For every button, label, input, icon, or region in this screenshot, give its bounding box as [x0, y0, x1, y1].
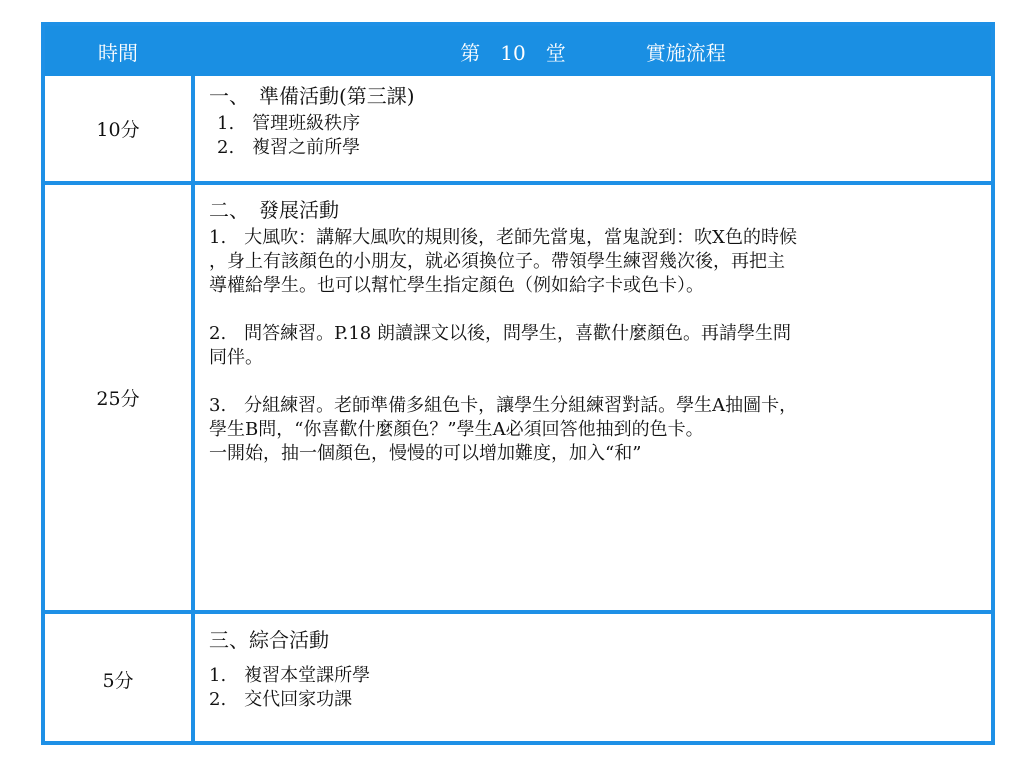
row-2-line-4: 2. 問答練習。P.18 朗讀課文以後，問學生，喜歡什麼顏色。再請學生問: [209, 323, 791, 344]
row-3-line-2: 2. 交代回家功課: [209, 689, 353, 710]
row-3-time: 5分: [102, 670, 134, 692]
row-3-content: [209, 628, 979, 712]
row-2-line-5: 同伴。: [209, 347, 263, 368]
table-header: [45, 26, 991, 76]
row-1-line-1: 1. 管理班級秩序: [217, 113, 361, 134]
row-2-line-3: 導權給學生。也可以幫忙學生指定顏色（例如給字卡或色卡）。: [209, 275, 704, 296]
row-1-line-2: 2. 複習之前所學: [217, 137, 361, 158]
header-time-label: 時間: [98, 40, 138, 65]
row-1-content: [209, 84, 979, 160]
row-1-title: 一、 準備活動(第三課): [209, 84, 415, 108]
row-2-title: 二、 發展活動: [209, 198, 339, 222]
column-divider: [191, 76, 195, 745]
row-2-content: [209, 198, 979, 466]
row-2-line-6: 3. 分組練習。老師準備多組色卡，讓學生分組練習對話。學生A抽圖卡，: [209, 395, 798, 416]
header-title: 第 10 堂 實施流程: [460, 40, 726, 65]
row-1-time: 10分: [96, 119, 140, 141]
row-3-title: 三、綜合活動: [209, 628, 329, 652]
row-2-line-2: ，身上有該顏色的小朋友，就必須換位子。帶領學生練習幾次後，再把主: [209, 251, 785, 272]
row-2-time: 25分: [96, 388, 140, 410]
row-2-line-7: 學生B問，“你喜歡什麼顏色？”學生A必須回答他抽到的色卡。: [209, 419, 704, 440]
lesson-plan-table: [41, 22, 995, 745]
row-3-line-1: 1. 複習本堂課所學: [209, 665, 371, 686]
row-2-line-8: 一開始，抽一個顏色，慢慢的可以增加難度，加入“和”: [209, 443, 642, 464]
row-2-line-1: 1. 大風吹：講解大風吹的規則後，老師先當鬼，當鬼說到：吹X色的時候: [209, 227, 797, 248]
